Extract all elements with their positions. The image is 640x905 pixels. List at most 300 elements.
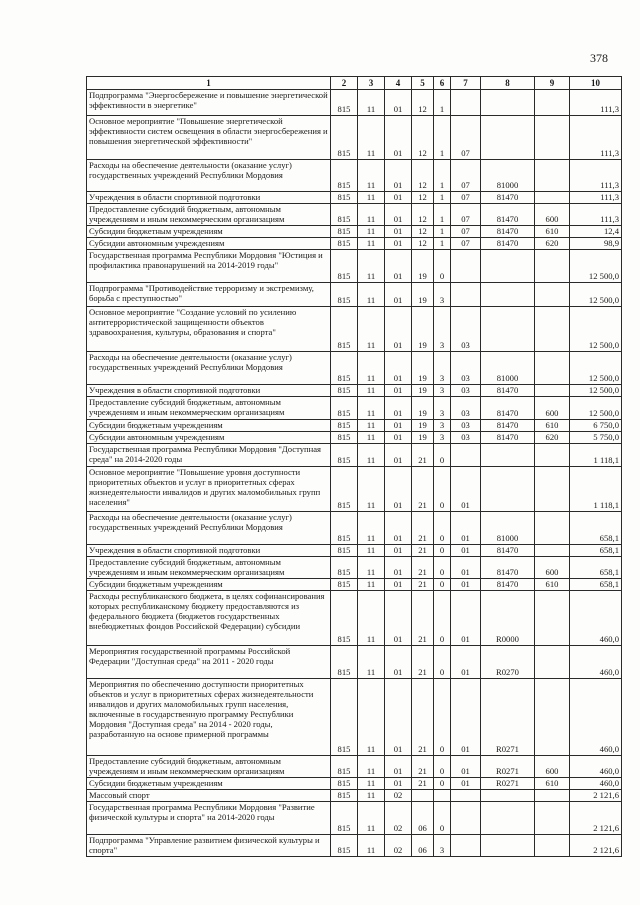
cell-col-9: 600 bbox=[535, 204, 570, 226]
row-name bbox=[87, 545, 331, 557]
cell-col-10: 12 500,0 bbox=[570, 250, 622, 283]
cell-col-2: 815 bbox=[331, 591, 358, 646]
cell-col-9 bbox=[535, 160, 570, 192]
table-row bbox=[87, 512, 622, 545]
cell-col-6: 0 bbox=[434, 756, 451, 778]
cell-col-3: 11 bbox=[358, 778, 385, 790]
cell-col-7: 03 bbox=[451, 307, 481, 352]
cell-col-6: 1 bbox=[434, 116, 451, 160]
cell-col-9 bbox=[535, 192, 570, 204]
cell-col-10: 460,0 bbox=[570, 679, 622, 756]
cell-col-5: 21 bbox=[412, 778, 434, 790]
row-name-text: Государственная программа Республики Мордовия "Юстиция и профилактика правонарушений на 2014-2019 годы" bbox=[89, 250, 323, 270]
cell-col-3: 11 bbox=[358, 545, 385, 557]
header-col-9: 9 bbox=[535, 77, 570, 90]
cell-col-9 bbox=[535, 385, 570, 397]
cell-col-3: 11 bbox=[358, 283, 385, 307]
table-row bbox=[87, 238, 622, 250]
cell-col-5: 06 bbox=[412, 835, 434, 857]
row-name-text: Расходы на обеспечение деятельности (оказание услуг) государственных учреждений Республики Мордовия bbox=[89, 352, 292, 372]
cell-col-10: 111,3 bbox=[570, 116, 622, 160]
cell-col-9 bbox=[535, 512, 570, 545]
cell-col-3: 11 bbox=[358, 385, 385, 397]
cell-col-9 bbox=[535, 802, 570, 835]
cell-col-3: 11 bbox=[358, 756, 385, 778]
cell-col-8 bbox=[481, 307, 535, 352]
cell-col-4: 01 bbox=[385, 307, 412, 352]
cell-col-4: 01 bbox=[385, 226, 412, 238]
row-name bbox=[87, 192, 331, 204]
table-row bbox=[87, 420, 622, 432]
row-name-text: Подпрограмма "Противодействие терроризму и экстремизму, борьба с преступностью" bbox=[89, 283, 314, 303]
cell-col-8: 81470 bbox=[481, 557, 535, 579]
cell-col-4: 01 bbox=[385, 756, 412, 778]
cell-col-5: 19 bbox=[412, 352, 434, 385]
cell-col-7: 01 bbox=[451, 756, 481, 778]
cell-col-9: 610 bbox=[535, 778, 570, 790]
cell-col-9 bbox=[535, 250, 570, 283]
cell-col-9 bbox=[535, 352, 570, 385]
cell-col-5: 19 bbox=[412, 283, 434, 307]
cell-col-7: 07 bbox=[451, 160, 481, 192]
row-name-text: Предоставление субсидий бюджетным, автономным учреждениям и иным некоммерческим организациям bbox=[89, 397, 285, 417]
cell-col-2: 815 bbox=[331, 444, 358, 467]
cell-col-5: 19 bbox=[412, 432, 434, 444]
row-name bbox=[87, 557, 331, 579]
cell-col-2: 815 bbox=[331, 778, 358, 790]
cell-col-6: 1 bbox=[434, 204, 451, 226]
cell-col-10: 111,3 bbox=[570, 204, 622, 226]
page-number: 378 bbox=[590, 51, 608, 65]
cell-col-6: 0 bbox=[434, 512, 451, 545]
table-row bbox=[87, 646, 622, 679]
row-name bbox=[87, 579, 331, 591]
cell-col-4: 01 bbox=[385, 545, 412, 557]
row-name-text: Предоставление субсидий бюджетным, автономным учреждениям и иным некоммерческим организациям bbox=[89, 557, 285, 577]
cell-col-10: 12 500,0 bbox=[570, 307, 622, 352]
cell-col-5: 12 bbox=[412, 116, 434, 160]
cell-col-5: 12 bbox=[412, 192, 434, 204]
cell-col-7: 03 bbox=[451, 385, 481, 397]
cell-col-7 bbox=[451, 250, 481, 283]
row-name bbox=[87, 512, 331, 545]
cell-col-10: 111,3 bbox=[570, 192, 622, 204]
cell-col-10: 1 118,1 bbox=[570, 444, 622, 467]
cell-col-4: 01 bbox=[385, 512, 412, 545]
cell-col-5: 19 bbox=[412, 307, 434, 352]
cell-col-3: 11 bbox=[358, 160, 385, 192]
cell-col-7: 07 bbox=[451, 204, 481, 226]
row-name-text: Государственная программа Республики Мордовия "Развитие физической культуры и спорта" на 2014-2020 годы bbox=[89, 802, 315, 822]
cell-col-8 bbox=[481, 835, 535, 857]
cell-col-3: 11 bbox=[358, 835, 385, 857]
cell-col-4: 01 bbox=[385, 679, 412, 756]
row-name bbox=[87, 90, 331, 116]
row-name-text: Субсидии бюджетным учреждениям bbox=[89, 420, 223, 430]
row-name bbox=[87, 204, 331, 226]
cell-col-6: 1 bbox=[434, 226, 451, 238]
table-row bbox=[87, 192, 622, 204]
cell-col-9 bbox=[535, 679, 570, 756]
cell-col-8: 81000 bbox=[481, 512, 535, 545]
cell-col-6: 0 bbox=[434, 579, 451, 591]
cell-col-3: 11 bbox=[358, 512, 385, 545]
cell-col-8: 81470 bbox=[481, 545, 535, 557]
cell-col-3: 11 bbox=[358, 591, 385, 646]
cell-col-2: 815 bbox=[331, 397, 358, 420]
cell-col-2: 815 bbox=[331, 545, 358, 557]
cell-col-10: 6 750,0 bbox=[570, 420, 622, 432]
cell-col-7: 01 bbox=[451, 646, 481, 679]
cell-col-3: 11 bbox=[358, 802, 385, 835]
cell-col-4: 01 bbox=[385, 432, 412, 444]
cell-col-3: 11 bbox=[358, 226, 385, 238]
cell-col-3: 11 bbox=[358, 467, 385, 512]
cell-col-7 bbox=[451, 90, 481, 116]
cell-col-10: 1 118,1 bbox=[570, 467, 622, 512]
cell-col-6: 0 bbox=[434, 591, 451, 646]
cell-col-5: 19 bbox=[412, 420, 434, 432]
cell-col-8: R0271 bbox=[481, 778, 535, 790]
cell-col-7: 03 bbox=[451, 420, 481, 432]
header-col-8: 8 bbox=[481, 77, 535, 90]
cell-col-7: 01 bbox=[451, 545, 481, 557]
cell-col-4: 01 bbox=[385, 385, 412, 397]
row-name bbox=[87, 432, 331, 444]
cell-col-10: 2 121,6 bbox=[570, 835, 622, 857]
row-name bbox=[87, 160, 331, 192]
row-name-text: Основное мероприятие "Повышение энергетической эффективности систем освещения в области энергосбережения и повышения энергетической эффективности" bbox=[89, 116, 328, 146]
cell-col-6: 3 bbox=[434, 283, 451, 307]
row-name-text: Основное мероприятие "Повышение уровня доступности приоритетных объектов и услуг в приоритетных сферах жизнедеятельности инвалидов и других маломобильных групп населения" bbox=[89, 467, 321, 507]
table-row bbox=[87, 557, 622, 579]
cell-col-3: 11 bbox=[358, 238, 385, 250]
table-row bbox=[87, 802, 622, 835]
header-col-5: 5 bbox=[412, 77, 434, 90]
cell-col-5: 19 bbox=[412, 385, 434, 397]
cell-col-8 bbox=[481, 790, 535, 802]
cell-col-10: 658,1 bbox=[570, 579, 622, 591]
cell-col-9 bbox=[535, 444, 570, 467]
cell-col-7: 07 bbox=[451, 192, 481, 204]
cell-col-8: 81470 bbox=[481, 226, 535, 238]
table-row bbox=[87, 679, 622, 756]
row-name bbox=[87, 250, 331, 283]
cell-col-4: 01 bbox=[385, 116, 412, 160]
header-col-3: 3 bbox=[358, 77, 385, 90]
cell-col-7: 01 bbox=[451, 512, 481, 545]
cell-col-5: 21 bbox=[412, 646, 434, 679]
cell-col-8 bbox=[481, 90, 535, 116]
cell-col-5: 12 bbox=[412, 204, 434, 226]
cell-col-10: 460,0 bbox=[570, 756, 622, 778]
cell-col-2: 815 bbox=[331, 226, 358, 238]
row-name-text: Учреждения в области спортивной подготовки bbox=[89, 192, 261, 202]
cell-col-9: 610 bbox=[535, 226, 570, 238]
row-name bbox=[87, 679, 331, 756]
cell-col-4: 01 bbox=[385, 90, 412, 116]
cell-col-6: 0 bbox=[434, 679, 451, 756]
cell-col-6 bbox=[434, 790, 451, 802]
cell-col-9 bbox=[535, 545, 570, 557]
table-row bbox=[87, 385, 622, 397]
cell-col-8: 81000 bbox=[481, 352, 535, 385]
row-name bbox=[87, 238, 331, 250]
cell-col-10: 12 500,0 bbox=[570, 397, 622, 420]
cell-col-8 bbox=[481, 444, 535, 467]
cell-col-6: 3 bbox=[434, 432, 451, 444]
cell-col-2: 815 bbox=[331, 192, 358, 204]
table-row bbox=[87, 116, 622, 160]
cell-col-6: 0 bbox=[434, 778, 451, 790]
cell-col-2: 815 bbox=[331, 557, 358, 579]
cell-col-9 bbox=[535, 307, 570, 352]
cell-col-7: 03 bbox=[451, 432, 481, 444]
cell-col-5: 21 bbox=[412, 591, 434, 646]
cell-col-10: 111,3 bbox=[570, 90, 622, 116]
cell-col-3: 11 bbox=[358, 192, 385, 204]
cell-col-8 bbox=[481, 467, 535, 512]
cell-col-4: 02 bbox=[385, 790, 412, 802]
cell-col-5: 12 bbox=[412, 226, 434, 238]
cell-col-5: 21 bbox=[412, 545, 434, 557]
cell-col-2: 815 bbox=[331, 116, 358, 160]
cell-col-8: 81470 bbox=[481, 385, 535, 397]
cell-col-10: 460,0 bbox=[570, 778, 622, 790]
cell-col-7: 01 bbox=[451, 591, 481, 646]
cell-col-4: 02 bbox=[385, 802, 412, 835]
cell-col-9 bbox=[535, 467, 570, 512]
cell-col-6: 1 bbox=[434, 192, 451, 204]
cell-col-4: 01 bbox=[385, 160, 412, 192]
row-name bbox=[87, 802, 331, 835]
table-row bbox=[87, 444, 622, 467]
cell-col-7 bbox=[451, 835, 481, 857]
cell-col-3: 11 bbox=[358, 116, 385, 160]
cell-col-4: 01 bbox=[385, 238, 412, 250]
row-name bbox=[87, 397, 331, 420]
cell-col-7: 01 bbox=[451, 467, 481, 512]
cell-col-7: 03 bbox=[451, 352, 481, 385]
row-name bbox=[87, 226, 331, 238]
cell-col-8: 81470 bbox=[481, 238, 535, 250]
cell-col-3: 11 bbox=[358, 444, 385, 467]
cell-col-4: 01 bbox=[385, 444, 412, 467]
row-name-text: Расходы на обеспечение деятельности (оказание услуг) государственных учреждений Республики Мордовия bbox=[89, 160, 292, 180]
cell-col-10: 12 500,0 bbox=[570, 385, 622, 397]
cell-col-10: 2 121,6 bbox=[570, 790, 622, 802]
table-row bbox=[87, 204, 622, 226]
cell-col-3: 11 bbox=[358, 352, 385, 385]
row-name-text: Учреждения в области спортивной подготовки bbox=[89, 545, 261, 555]
cell-col-8: 81000 bbox=[481, 160, 535, 192]
cell-col-7: 01 bbox=[451, 579, 481, 591]
row-name-text: Субсидии бюджетным учреждениям bbox=[89, 778, 223, 788]
cell-col-8 bbox=[481, 250, 535, 283]
cell-col-6: 3 bbox=[434, 352, 451, 385]
table-row bbox=[87, 778, 622, 790]
cell-col-8 bbox=[481, 116, 535, 160]
cell-col-9 bbox=[535, 90, 570, 116]
cell-col-2: 815 bbox=[331, 512, 358, 545]
cell-col-5: 21 bbox=[412, 512, 434, 545]
cell-col-10: 460,0 bbox=[570, 646, 622, 679]
table-row bbox=[87, 432, 622, 444]
row-name-text: Подпрограмма "Энергосбережение и повышение энергетической эффективности в энергетике" bbox=[89, 90, 328, 110]
cell-col-10: 658,1 bbox=[570, 512, 622, 545]
cell-col-5: 21 bbox=[412, 679, 434, 756]
cell-col-9 bbox=[535, 283, 570, 307]
cell-col-2: 815 bbox=[331, 579, 358, 591]
cell-col-4: 01 bbox=[385, 250, 412, 283]
cell-col-2: 815 bbox=[331, 802, 358, 835]
cell-col-4: 01 bbox=[385, 192, 412, 204]
row-name bbox=[87, 444, 331, 467]
cell-col-4: 01 bbox=[385, 352, 412, 385]
cell-col-2: 815 bbox=[331, 307, 358, 352]
cell-col-5: 21 bbox=[412, 557, 434, 579]
cell-col-7: 07 bbox=[451, 226, 481, 238]
cell-col-9 bbox=[535, 116, 570, 160]
cell-col-9: 610 bbox=[535, 579, 570, 591]
cell-col-6: 0 bbox=[434, 545, 451, 557]
cell-col-5: 21 bbox=[412, 756, 434, 778]
header-col-1: 1 bbox=[87, 77, 331, 90]
cell-col-9: 600 bbox=[535, 557, 570, 579]
header-col-10: 10 bbox=[570, 77, 622, 90]
table-row bbox=[87, 835, 622, 857]
cell-col-6: 3 bbox=[434, 307, 451, 352]
cell-col-2: 815 bbox=[331, 679, 358, 756]
cell-col-3: 11 bbox=[358, 420, 385, 432]
cell-col-3: 11 bbox=[358, 204, 385, 226]
cell-col-2: 815 bbox=[331, 352, 358, 385]
cell-col-6: 0 bbox=[434, 557, 451, 579]
cell-col-8: R0000 bbox=[481, 591, 535, 646]
row-name bbox=[87, 420, 331, 432]
cell-col-7 bbox=[451, 444, 481, 467]
cell-col-3: 11 bbox=[358, 790, 385, 802]
cell-col-5 bbox=[412, 790, 434, 802]
cell-col-3: 11 bbox=[358, 307, 385, 352]
cell-col-9 bbox=[535, 835, 570, 857]
cell-col-3: 11 bbox=[358, 579, 385, 591]
cell-col-4: 01 bbox=[385, 778, 412, 790]
cell-col-4: 01 bbox=[385, 557, 412, 579]
row-name-text: Основное мероприятие "Создание условий по усилению антитеррористической защищенности объектов здравоохранения, культуры, образования и спорта" bbox=[89, 307, 297, 337]
row-name-text: Расходы на обеспечение деятельности (оказание услуг) государственных учреждений Республики Мордовия bbox=[89, 512, 292, 532]
cell-col-5: 19 bbox=[412, 397, 434, 420]
cell-col-8: 81470 bbox=[481, 397, 535, 420]
row-name bbox=[87, 835, 331, 857]
cell-col-6: 0 bbox=[434, 802, 451, 835]
cell-col-9 bbox=[535, 646, 570, 679]
cell-col-2: 815 bbox=[331, 420, 358, 432]
cell-col-4: 01 bbox=[385, 646, 412, 679]
cell-col-2: 815 bbox=[331, 90, 358, 116]
cell-col-6: 1 bbox=[434, 238, 451, 250]
cell-col-5: 12 bbox=[412, 238, 434, 250]
cell-col-6: 0 bbox=[434, 444, 451, 467]
cell-col-7 bbox=[451, 790, 481, 802]
cell-col-10: 111,3 bbox=[570, 160, 622, 192]
cell-col-10: 98,9 bbox=[570, 238, 622, 250]
cell-col-3: 11 bbox=[358, 90, 385, 116]
cell-col-9: 620 bbox=[535, 238, 570, 250]
cell-col-8: 81470 bbox=[481, 420, 535, 432]
row-name bbox=[87, 591, 331, 646]
cell-col-5: 19 bbox=[412, 250, 434, 283]
cell-col-2: 815 bbox=[331, 160, 358, 192]
cell-col-7 bbox=[451, 802, 481, 835]
table-row bbox=[87, 352, 622, 385]
cell-col-9: 600 bbox=[535, 397, 570, 420]
budget-table bbox=[86, 76, 622, 857]
cell-col-3: 11 bbox=[358, 432, 385, 444]
cell-col-10: 658,1 bbox=[570, 545, 622, 557]
cell-col-8: R0271 bbox=[481, 679, 535, 756]
row-name bbox=[87, 778, 331, 790]
cell-col-9 bbox=[535, 790, 570, 802]
row-name bbox=[87, 385, 331, 397]
cell-col-3: 11 bbox=[358, 397, 385, 420]
cell-col-6: 1 bbox=[434, 90, 451, 116]
row-name bbox=[87, 790, 331, 802]
table-header-row bbox=[87, 77, 622, 90]
cell-col-4: 02 bbox=[385, 835, 412, 857]
row-name-text: Субсидии бюджетным учреждениям bbox=[89, 579, 223, 589]
cell-col-8: 81470 bbox=[481, 204, 535, 226]
cell-col-5: 12 bbox=[412, 90, 434, 116]
cell-col-4: 01 bbox=[385, 591, 412, 646]
cell-col-2: 815 bbox=[331, 204, 358, 226]
row-name-text: Массовый спорт bbox=[89, 790, 150, 800]
table-body bbox=[87, 90, 622, 857]
cell-col-8: 81470 bbox=[481, 432, 535, 444]
cell-col-2: 815 bbox=[331, 790, 358, 802]
cell-col-9: 610 bbox=[535, 420, 570, 432]
cell-col-10: 12,4 bbox=[570, 226, 622, 238]
cell-col-2: 815 bbox=[331, 283, 358, 307]
cell-col-2: 815 bbox=[331, 467, 358, 512]
cell-col-8: 81470 bbox=[481, 579, 535, 591]
table-row bbox=[87, 397, 622, 420]
cell-col-6: 0 bbox=[434, 250, 451, 283]
cell-col-3: 11 bbox=[358, 646, 385, 679]
cell-col-4: 01 bbox=[385, 283, 412, 307]
cell-col-3: 11 bbox=[358, 250, 385, 283]
row-name-text: Государственная программа Республики Мордовия "Доступная среда" на 2014-2020 годы bbox=[89, 444, 321, 464]
row-name-text: Субсидии автономным учреждениям bbox=[89, 432, 225, 442]
row-name bbox=[87, 352, 331, 385]
header-col-4: 4 bbox=[385, 77, 412, 90]
cell-col-4: 01 bbox=[385, 579, 412, 591]
table-row bbox=[87, 307, 622, 352]
cell-col-7: 07 bbox=[451, 116, 481, 160]
cell-col-5: 21 bbox=[412, 444, 434, 467]
cell-col-7: 07 bbox=[451, 238, 481, 250]
table-row bbox=[87, 250, 622, 283]
cell-col-6: 3 bbox=[434, 397, 451, 420]
cell-col-10: 12 500,0 bbox=[570, 352, 622, 385]
row-name bbox=[87, 307, 331, 352]
cell-col-8: R0270 bbox=[481, 646, 535, 679]
header-col-6: 6 bbox=[434, 77, 451, 90]
row-name bbox=[87, 116, 331, 160]
cell-col-4: 01 bbox=[385, 397, 412, 420]
row-name-text: Расходы республиканского бюджета, в целях софинансирования которых республиканскому бюджету предоставляются из федерального бюджета (бюджетов государственных внебюджетных фондов Российской Федерации) субсидии bbox=[89, 591, 325, 631]
cell-col-6: 0 bbox=[434, 646, 451, 679]
